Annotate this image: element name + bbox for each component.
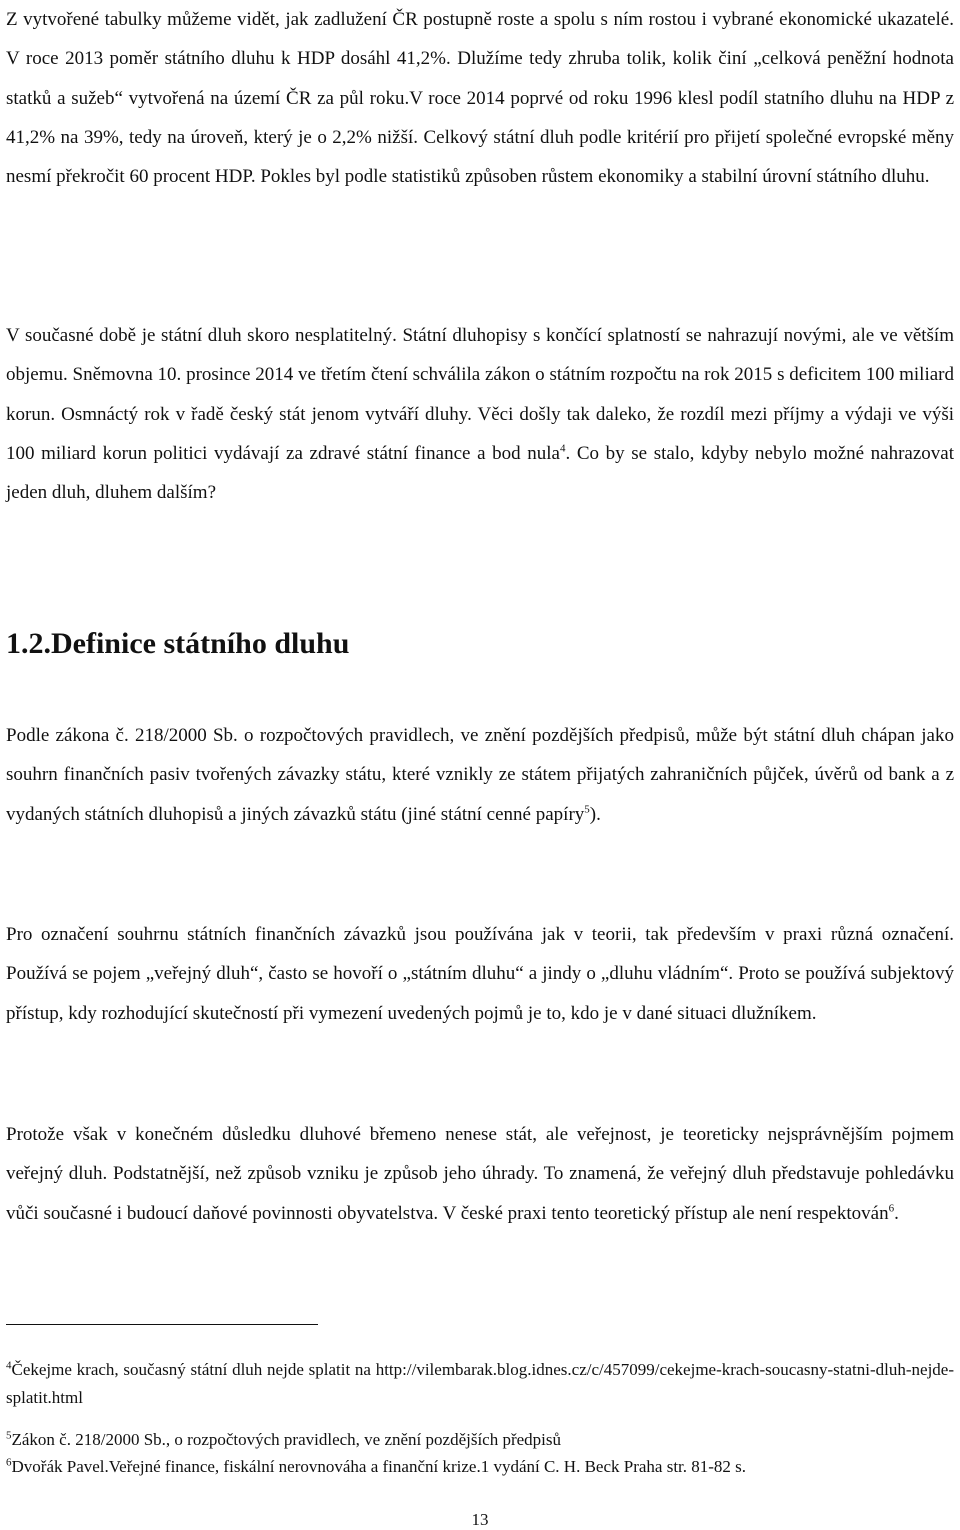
footnote-text[interactable]: Čekejme krach, současný státní dluh nejde splatit na http://vilembarak.blog.idnes.cz/c/457099/cekejme-krach-soucasny-statni-dluh-nejde-splatit.html [6,1360,954,1407]
paragraph-text: Protože však v konečném důsledku dluhové břemeno nenese stát, ale veřejnost, je teoreticky nejsprávnějším pojmem veřejný dluh. Podstatnější, než způsob vzniku je způsob jeho úhrady. To znamená, že veřejný dluh představuje pohledávku vůči současné i budoucí daňové povinnosti obyvatelstva. V české praxi tento teoretický přístup ale není respektován [6,1124,954,1224]
footnote-ref[interactable]: 4 [559,442,566,455]
footnote-text: Zákon č. 218/2000 Sb., o rozpočtových pravidlech, ve znění pozdějších předpisů [11,1430,562,1449]
paragraph-definition [6,716,954,834]
footnote-number: 5 [6,1429,12,1442]
paragraph-public-debt [6,1115,954,1233]
footnote-number: 4 [6,1359,12,1372]
paragraph-text: Z vytvořené tabulky můžeme vidět, jak zadlužení ČR postupně roste a spolu s ním rostou i vybrané ekonomické ukazatelé. V roce 2013 poměr státního dluhu k HDP dosáhl 41,2%. Dlužíme tedy zhruba tolik, kolik činí „celková peněžní hodnota statků a sužeb“ vytvořená na území ČR za půl roku.V roce 2014 poprvé od roku 1996 klesl podíl statního dluhu na HDP z 41,2% na 39%, tedy na úroveň, který je o 2,2% nižší. Celkový státní dluh podle kritérií pro přijetí společné evropské měny nesmí překročit 60 procent HDP. Pokles byl podle statistiků způsoben růstem ekonomiky a stabilní úrovní státního dluhu. [6,9,954,188]
footnote-text: Dvořák Pavel.Veřejné finance, fiskální nerovnováha a finanční krize.1 vydání C. H. Beck Praha str. 81-82 s. [11,1457,747,1476]
paragraph-current-debt [6,316,954,512]
footnote-ref[interactable]: 6 [888,1202,895,1215]
paragraph-text: ). [589,803,601,825]
paragraph-text: . [894,1202,899,1224]
footnote-5 [6,1426,954,1454]
footnote-ref[interactable]: 5 [584,803,590,816]
paragraph-terminology [6,915,954,1033]
paragraph-text: V současné době je státní dluh skoro nesplatitelný. Státní dluhopisy s končící splatností se nahrazují novými, ale ve větším objemu. Sněmovna 10. prosince 2014 ve třetím čtení schválila zákon o státním rozpočtu na rok 2015 s deficitem 100 miliard korun. Osmnáctý rok v řadě český stát jenom vytváří dluhy. Věci došly tak daleko, že rozdíl mezi příjmy a výdaji ve výši 100 miliard korun politici vydávají za zdravé státní finance a bod nula [6,325,954,464]
footnote-6 [6,1453,954,1481]
footnote-4 [6,1356,954,1412]
section-heading: 1.2.Definice státního dluhu [6,627,350,660]
page-number: 13 [471,1510,489,1529]
paragraph-text: Podle zákona č. 218/2000 Sb. o rozpočtových pravidlech, ve znění pozdějších předpisů, může být státní dluh chápan jako souhrn finančních pasiv tvořených závazky státu, které vznikly ze státem přijatých zahraničních půjček, úvěrů od bank a z vydaných státních dluhopisů a jiných závazků státu (jiné státní cenné papíry [6,725,954,825]
paragraph-debt-growth [6,0,954,196]
footnote-separator [6,1324,318,1325]
footnote-number: 6 [6,1456,12,1469]
paragraph-text: Pro označení souhrnu státních finančních závazků jsou používána jak v teorii, tak především v praxi různá označení. Používá se pojem „veřejný dluh“, často se hovoří o „státním dluhu“ a jindy o „dluhu vládním“. Proto se používá subjektový přístup, kdy rozhodující skutečností při vymezení uvedených pojmů je to, kdo je v dané situaci dlužníkem. [6,924,954,1024]
paragraph-text: . Co by se stalo, kdyby nebylo možné nahrazovat jeden dluh, dluhem dalším? [6,442,954,504]
